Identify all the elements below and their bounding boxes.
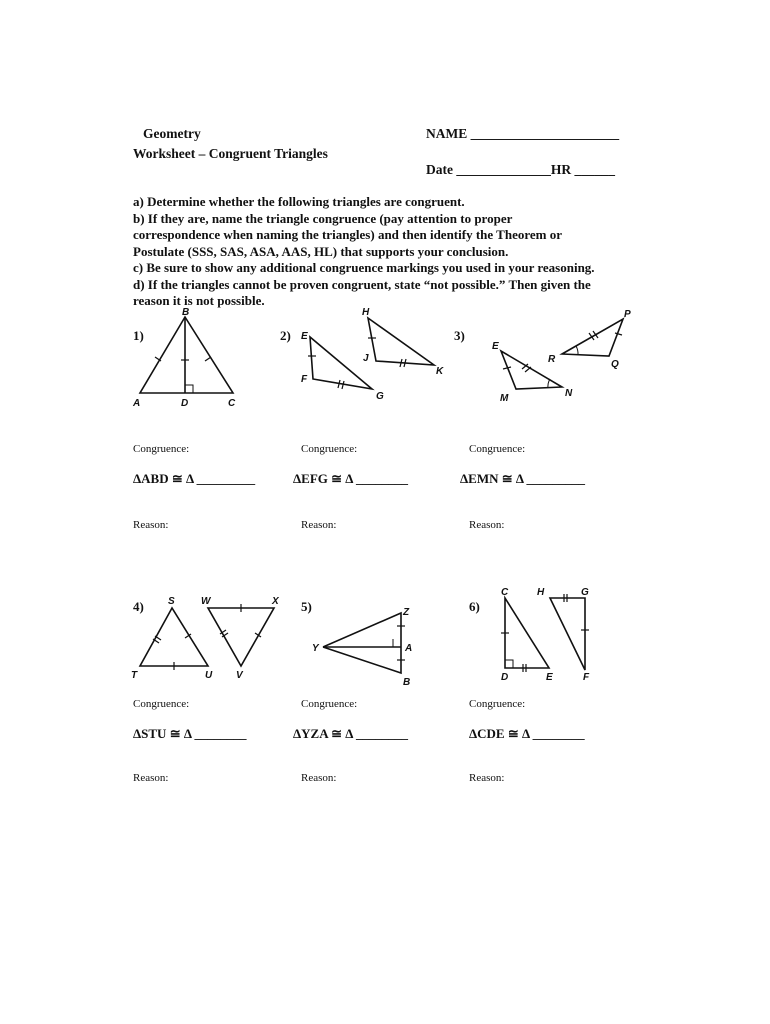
point-label-d: D [181,398,189,409]
congruence-label: Congruence: [133,443,190,455]
instruction-line: d) If the triangles cannot be proven congruent, state “not possible.” Then given the [133,276,591,292]
reason-label: Reason: [469,519,505,531]
instruction-line: b) If they are, name the triangle congruence (pay attention to proper [133,210,513,226]
point-label-e: E [492,341,499,352]
problem-4-number: 4) [133,599,144,614]
point-label-j: J [363,353,369,364]
point-label-f: F [583,672,590,683]
point-label-m: M [500,393,509,404]
point-label-w: W [201,596,211,607]
reason-label: Reason: [133,772,169,784]
congruence-label: Congruence: [301,443,358,455]
problem-3-number: 3) [454,328,465,343]
reason-label: Reason: [301,519,337,531]
congruence-label: Congruence: [301,698,358,710]
instruction-line: a) Determine whether the following triangles are congruent. [133,194,465,209]
point-label-g: G [376,391,384,402]
point-label-a: A [133,398,141,409]
congruence-statement-2[interactable]: ΔEFG ≅ Δ ________ [293,471,408,486]
date-field[interactable]: Date ______________HR ______ [426,162,615,177]
point-label-y: Y [312,643,319,654]
course-title: Geometry [143,126,201,141]
figure-4-triangles-stu-wxv [128,590,283,685]
point-label-t: T [131,670,138,681]
point-label-b: B [182,307,190,318]
figure-6-triangles-cde-hgf [495,584,605,684]
reason-label: Reason: [301,772,337,784]
problem-2-number: 2) [280,328,291,343]
point-label-r: R [548,354,556,365]
point-label-u: U [205,670,213,681]
point-label-s: S [168,596,175,607]
figure-1-triangle-abd [128,305,243,410]
congruence-label: Congruence: [469,698,526,710]
reason-label: Reason: [469,772,505,784]
point-label-d: D [501,672,509,683]
point-label-h: H [362,307,370,318]
point-label-h: H [537,587,545,598]
point-label-q: Q [611,359,619,370]
problem-5-number: 5) [301,599,312,614]
congruence-statement-6[interactable]: ΔCDE ≅ Δ ________ [469,726,585,741]
congruence-statement-4[interactable]: ΔSTU ≅ Δ ________ [133,726,247,741]
congruence-label: Congruence: [133,698,190,710]
point-label-c: C [501,587,509,598]
instruction-line: Postulate (SSS, SAS, ASA, AAS, HL) that supports your conclusion. [133,243,509,259]
worksheet-title: Worksheet – Congruent Triangles [133,146,328,161]
point-label-k: K [436,366,444,377]
point-label-v: V [236,670,243,681]
reason-label: Reason: [133,519,169,531]
congruence-statement-3[interactable]: ΔEMN ≅ Δ _________ [460,471,586,486]
figure-2-triangles-efg-hjk [296,303,454,408]
congruence-statement-1[interactable]: ΔABD ≅ Δ _________ [133,471,256,486]
point-label-b: B [403,677,411,688]
point-label-x: X [272,596,279,607]
instructions [133,194,638,310]
problem-6-number: 6) [469,599,480,614]
point-label-n: N [565,388,573,399]
point-label-a: A [405,643,413,654]
point-label-f: F [301,374,308,385]
point-label-g: G [581,587,589,598]
figure-5-triangles-yza-yba [307,603,425,691]
congruence-statement-5[interactable]: ΔYZA ≅ Δ ________ [293,726,408,741]
point-label-e: E [546,672,553,683]
congruence-label: Congruence: [469,443,526,455]
point-label-e: E [301,331,308,342]
point-label-z: Z [403,607,410,618]
instruction-line: c) Be sure to show any additional congruence markings you used in your reasoning. [133,260,595,275]
point-label-p: P [624,309,631,320]
instruction-line: correspondence when naming the triangles) and then identify the Theorem or [133,227,562,242]
instruction-line: reason it is not possible. [133,293,265,308]
figure-3-triangles-emn-prq [486,303,636,408]
name-field[interactable]: NAME ______________________ [426,126,620,141]
point-label-c: C [228,398,236,409]
problem-1-number: 1) [133,328,144,343]
